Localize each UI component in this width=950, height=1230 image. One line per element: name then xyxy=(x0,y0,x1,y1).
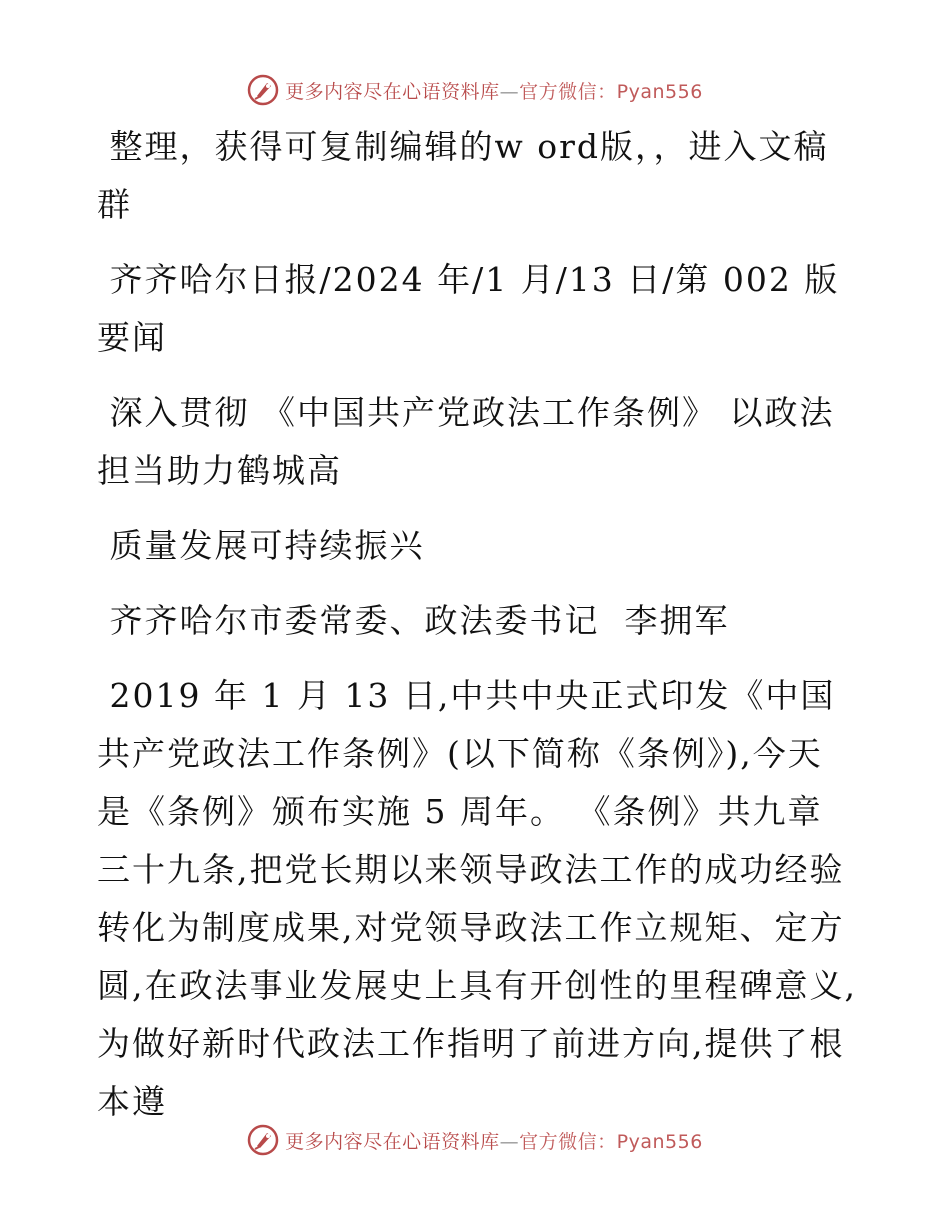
header-banner-text xyxy=(285,77,703,104)
header-banner-inner xyxy=(247,74,703,106)
header-banner-sub: 官方微信：Pyan556 xyxy=(519,80,703,103)
footer-banner-sub: 官方微信：Pyan556 xyxy=(519,1130,703,1153)
article-title-line-2: 质量发展可持续振兴 xyxy=(97,526,425,565)
footer-banner-main: 更多内容尽在心语资料库 xyxy=(285,1130,500,1153)
footer-watermark-banner xyxy=(0,1120,950,1160)
article-author: 齐齐哈尔市委常委、政法委书记 李拥军 xyxy=(97,601,730,640)
article-title-line-1: 深入贯彻 《中国共产党政法工作条例》 以政法担当助力鹤城高 xyxy=(97,393,835,490)
header-banner-main: 更多内容尽在心语资料库 xyxy=(285,80,500,103)
footer-banner-inner xyxy=(247,1124,703,1156)
pen-nib-logo-icon xyxy=(247,74,279,106)
paragraph-source-line: 齐齐哈尔日报/2024 年/1 月/13 日/第 002 版要闻 xyxy=(97,260,840,357)
header-watermark-banner xyxy=(0,70,950,110)
paragraph-intro-note: 整理，获得可复制编辑的w ord版，，进入文稿群 xyxy=(97,127,829,224)
paragraph-body-1: 2019 年 1 月 13 日,中共中央正式印发《中国共产党政法工作条例》(以下简称《条例》),今天是《条例》颁布实施 5 周年。 《条例》共九章三十九条,把党长期以来领导政法工作的成功经验转化为制度成果,对党领导政法工作立规矩、定方圆,在政法事业发展史上具有开创性的里程碑意义,为做好新时代政法工作指明了前进方向,提供了根本遵 xyxy=(97,676,857,1121)
footer-banner-text xyxy=(285,1127,703,1154)
document-body xyxy=(97,118,857,1148)
footer-banner-dash: — xyxy=(499,1130,520,1153)
header-banner-dash: — xyxy=(499,80,520,103)
pen-nib-logo-icon xyxy=(247,1124,279,1156)
